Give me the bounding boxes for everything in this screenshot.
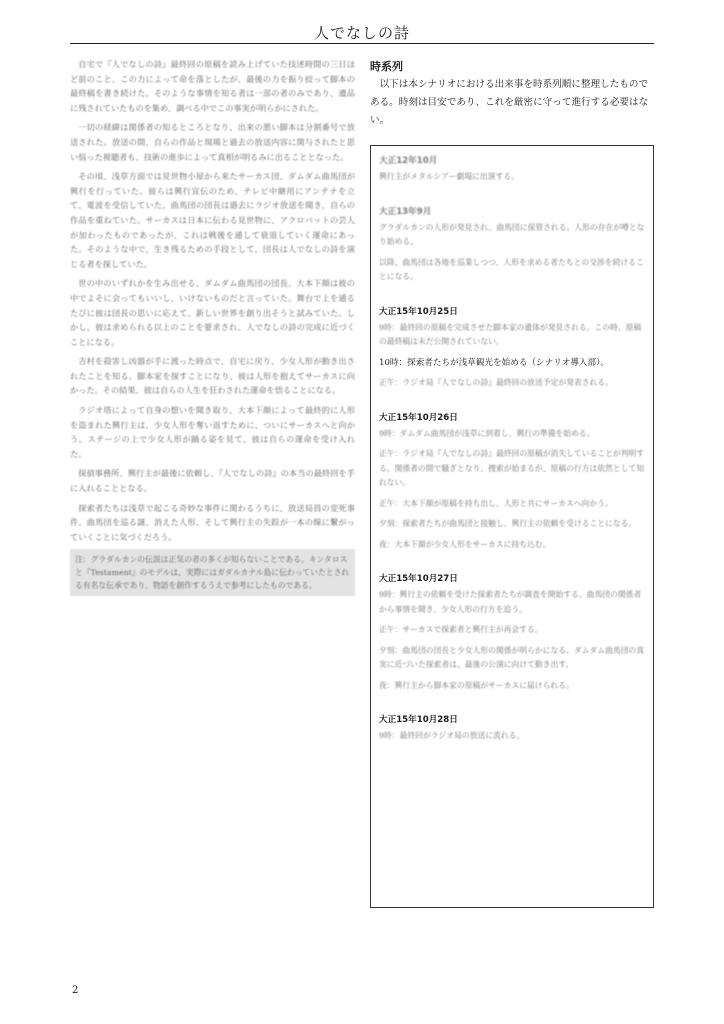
timeline-entry: 9時：興行主の依頼を受けた探索者たちが調査を開始する。曲馬団の関係者から事情を聞き、少女人形の行方を追う。	[379, 590, 642, 614]
paragraph: その頃、浅草方面では見世物小屋から来たサーカス団、ダムダム曲馬団が興行を行っていた。彼らは興行宣伝のため、テレビ中継用にアンテナを立て、電波を受信していた。曲馬団の団長は過去にラジオ放送を聞き、自らの作品を重ねていた。サーカスは日本に伝わる見世物に、アクロバットの芸人が加わったものであったが、これは戦後を通して衰退していく運命にあった。そのような中で、生き残るための手段として、団長は人でなしの詩を演じる者を探していた。	[70, 171, 355, 269]
timeline-date: 大正12年10月	[379, 156, 438, 166]
timeline-entry: 興行主がメタルシアー劇場に出演する。	[379, 172, 519, 181]
timeline-day	[379, 305, 645, 391]
running-header-title: 人でなしの詩	[313, 24, 410, 42]
paragraph: 自宅で『人でなしの詩』最終回の原稿を読み上げていた技述時間の三日ほど前のこと、この力によって命を落としたが、最後の力を振り絞って脚本の最終稿を書き続けた。そのような事情を知る者は一部の者のみであり、遺品に残されていたものを集め、調べる中でこの事実が明らかにされた。	[70, 59, 355, 113]
timeline-entry: 9時：ダムダム曲馬団が浅草に到着し、興行の準備を始める。	[379, 428, 595, 438]
timeline-entry: 夕刻：曲馬団の団長と少女人形の関係が明らかになる。ダムダム曲馬団の真実に近づいた探索者は、最後の公演に向けて動き出す。	[379, 645, 645, 669]
timeline-day	[379, 572, 645, 693]
timeline-entry: 夜：興行主から脚本家の原稿がサーカスに届けられる。	[379, 680, 574, 690]
timeline-day	[379, 411, 645, 553]
paragraph: 吉村を殺害し凶器が手に渡った時点で、自宅に戻り、少女人形が動き出されたことを知る。脚本家を探すことになり、彼は人形を抱えてサーカスに向かった。その結果、彼は自らの人生を狂わされた運命を悟ることになる。	[70, 356, 355, 396]
timeline-entry: 9時：最終回の原稿を完成させた脚本家の遺体が発見される。この時、原稿の最終稿は未だ公開されていない。	[379, 322, 642, 346]
timeline-entry: 正午：ラジオ局『人でなしの詩』最終回の原稿が消失していることが判明する。関係者の間で騒ぎとなり、捜索が始まるが、原稿の行方は依然として知れない。	[379, 449, 645, 487]
timeline-entry: 正午：サーカスで探索者と興行主が再会する。	[379, 625, 543, 634]
timeline-entry: 9時：最終回がラジオ局の放送に流れる。	[379, 731, 525, 740]
note-box: 注：グラダルカンの伝説は正気の者の多くが知らないことである。キンタロスと『Testament』のモデルは、実際にはガダルカナル島に伝わっていたとされる有名な伝承であり、物語を創作するうえで参考にしたものである。	[70, 549, 355, 596]
timeline-entry: 以降、曲馬団は各地を巡業しつつ、人形を求める者たちとの交渉を続けることになる。	[379, 257, 644, 281]
header-rule	[70, 43, 654, 44]
paragraph: 世の中のいずれかを生み出せる、ダムダム曲馬団の団長、大本下顔は彼の中でよそに会ってもいいし、いけないものだと言っていた。舞台で上を通るたびに彼は団長の思いに応えて、新しい世界を創り出そうと試みていた。しかし、彼は求められる以上のことを要求され、人でなしの詩の完成に近づくことになる。	[70, 278, 355, 347]
left-column	[70, 57, 355, 596]
page-number: 2	[72, 985, 79, 996]
timeline-date: 大正15年10月28日	[379, 715, 458, 725]
section-title: 時系列	[370, 60, 403, 73]
paragraph: 探索者たちは浅草で起こる奇妙な事件に関わるうちに、放送局員の変死事件、曲馬団を巡る謎、消えた人形、そして興行主の失踪が一本の線に繋がっていくことに気づくだろう。	[70, 502, 355, 542]
timeline-day	[379, 154, 645, 185]
timeline-entry: 正午：ラジオ局『人でなしの詩』最終回の放送予定が発表される。	[379, 378, 613, 387]
timeline-date: 大正15年10月27日	[379, 574, 458, 584]
paragraph: 探偵事務所、興行主が最後に依頼し、『人でなしの詩』の本当の最終回を手に入れることとなる。	[70, 468, 355, 494]
timeline-entry: 夕刻：探索者たちが曲馬団と接触し、興行主の依頼を受けることになる。	[379, 519, 637, 528]
paragraph: 一切の経緯は関係者の知るところとなり、出来の悪い脚本は分割番号で放送された。放送の間、自らの作品と現場と過去の放送内容に関与されたと思い悩った視聴者も、技術の進歩によって真相が明るみに出ることとなった。	[70, 122, 355, 162]
paragraph: ラジオ塔によって自身の想いを聞き取り、大本下顔によって最終的に人形を盗まれた興行主は、少女人形を奪い返すために、ついにサーカスへと向かう。ステージの上で少女人形が踊る姿を見て、彼は自らの運命を受け入れた。	[70, 405, 355, 459]
timeline-entry: 10時：探索者たちが浅草観光を始める（シナリオ導入部）。	[379, 357, 609, 368]
timeline-entry: 正午：大本下顔が原稿を持ち出し、人形と共にサーカスへ向かう。	[379, 498, 613, 508]
section-intro: 以下は本シナリオにおける出来事を時系列順に整理したものである。時刻は目安であり、これを厳密に守って進行する必要はない。	[370, 79, 649, 126]
timeline-day	[379, 205, 645, 285]
timeline-date: 大正15年10月25日	[379, 306, 458, 317]
timeline-day	[379, 713, 645, 744]
timeline-date: 大正15年10月26日	[379, 412, 458, 423]
timeline-date: 大正13年9月	[379, 206, 432, 217]
timeline-entry: 夜：大本下顔が少女人形をサーカスに持ち込む。	[379, 539, 551, 549]
timeline-box	[370, 145, 654, 908]
timeline-entry: グラダルカンの人形が発見され、曲馬団に保管される。人形の存在が噂となり始める。	[379, 222, 645, 246]
